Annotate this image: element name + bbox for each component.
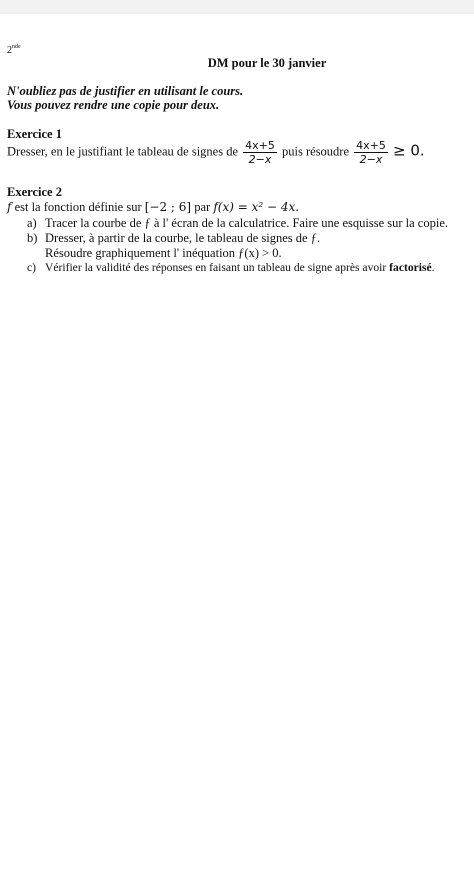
function-symbol: f (7, 200, 12, 214)
notice (7, 84, 243, 112)
item-text-bold: factorisé (389, 261, 432, 274)
level-sup: nde (12, 44, 21, 50)
notice-line-1: N'oubliez pas de justifier en utilisant le cours. (7, 84, 244, 98)
class-level (7, 44, 21, 56)
item-text-end: . (431, 261, 435, 274)
domain-interval: [−2 ; 6] (144, 200, 192, 214)
exercise-1-text-middle: puis résoudre (282, 144, 350, 159)
list-item (27, 261, 435, 274)
item-label: a) (27, 216, 37, 230)
list-item (27, 246, 282, 261)
level-base: 2 (7, 45, 12, 56)
list-item (27, 231, 320, 246)
item-label: b) (27, 231, 38, 245)
notice-line-2: Vous pouvez rendre une copie pour deux. (7, 98, 220, 112)
fraction-2-denominator: 2−x (359, 153, 383, 166)
fraction-2-numerator: 4x+5 (356, 139, 386, 152)
item-text: Vérifier la validité des réponses en faisant un tableau de signe après avoir (45, 261, 387, 274)
fraction-2 (354, 139, 388, 166)
top-bar (0, 0, 474, 14)
page-title: DM pour le 30 janvier (207, 56, 327, 70)
list-item (27, 216, 448, 231)
exercise-1-statement (7, 139, 425, 166)
exercise-2-intro-text-2: par (194, 200, 211, 214)
inequality-relation: ≥ 0. (393, 141, 425, 160)
fraction-1-numerator: 4x+5 (245, 139, 275, 152)
item-text: Tracer la courbe de ƒ à l' écran de la calculatrice. Faire une esquisse sur la copie. (45, 216, 448, 230)
item-text: Résoudre graphiquement l' inéquation ƒ(x) > 0. (45, 246, 282, 260)
fraction-1-denominator: 2−x (248, 153, 272, 166)
item-label: c) (27, 261, 37, 274)
fraction-1 (243, 139, 277, 166)
exercise-1-text-before: Dresser, en le justifiant le tableau de signes de (7, 144, 239, 159)
function-expression: f(x) = x² − 4x. (213, 200, 300, 214)
exercise-2-title: Exercice 2 (7, 185, 62, 199)
exercise-1-title: Exercice 1 (7, 127, 62, 141)
exercise-2-intro-text-1: est la fonction définie sur (14, 200, 142, 214)
exercise-2-intro (7, 200, 299, 215)
item-text: Dresser, à partir de la courbe, le tableau de signes de ƒ. (45, 231, 321, 245)
